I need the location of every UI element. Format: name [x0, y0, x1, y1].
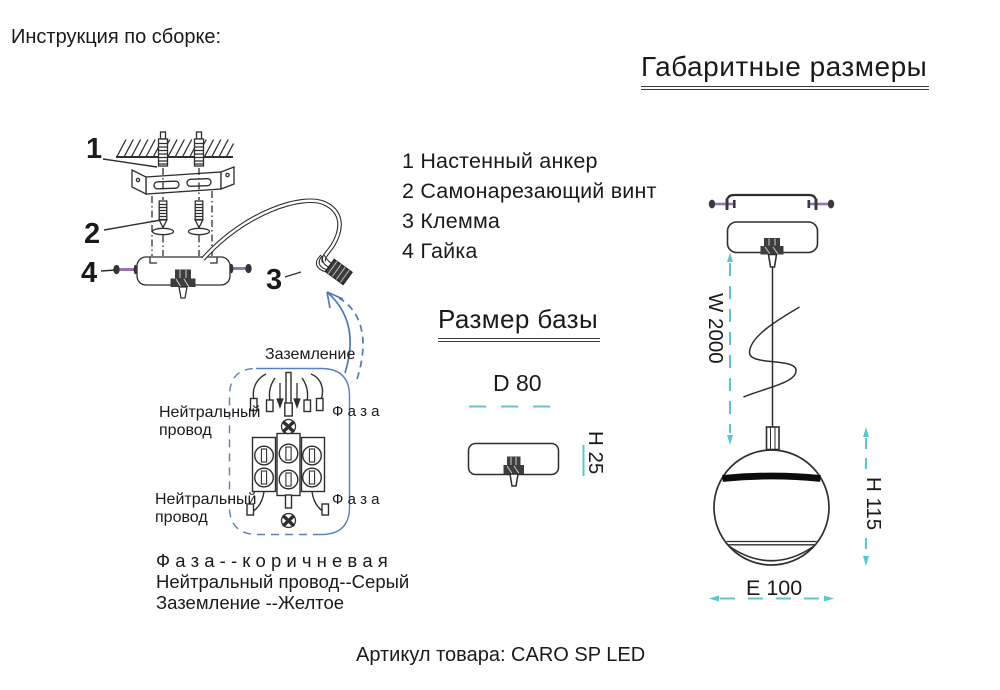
ball-height-label: H 115 [862, 477, 885, 531]
wire-color-legend [156, 551, 409, 613]
pendant-bracket [709, 195, 834, 210]
neutral-label-top-2: провод [159, 422, 212, 439]
pendant-drawing [690, 180, 900, 610]
terminal-block [253, 434, 325, 496]
pendant-cable [744, 267, 800, 427]
neutral-label-top-1: Нейтральный [159, 404, 261, 421]
ground-label: Заземление [265, 346, 356, 363]
base-diameter-label: D 80 [493, 370, 542, 396]
parts-list-item: 3 Клемма [402, 209, 501, 233]
terminal-connector [325, 259, 352, 284]
ball-band [723, 476, 821, 479]
callout-1-anchor: 1 [86, 133, 103, 165]
dimensions-section-title: Габаритные размеры [641, 51, 929, 90]
base-height-label: H 25 [584, 431, 607, 475]
parts-list-item: 4 Гайка [402, 239, 478, 263]
assembly-diagram [70, 120, 400, 550]
incoming-wires [251, 373, 324, 417]
canopy-assembly [113, 257, 251, 298]
clamp-screw-bottom [282, 514, 296, 528]
base-drawing [450, 395, 620, 500]
wire-color-phase: Ф а з а - - к о р и ч н е в а я [156, 550, 388, 571]
phase-label-top: Ф а з а [332, 403, 380, 420]
parts-list-item: 1 Настенный анкер [402, 149, 598, 173]
callout-4-nut: 4 [81, 257, 98, 289]
clamp-screw-top [282, 420, 296, 434]
wall-anchor-left [159, 132, 168, 166]
callout-3-terminal: 3 [266, 264, 283, 296]
pendant-ball [714, 427, 829, 565]
wire-color-neutral: Нейтральный провод--Серый [156, 570, 410, 592]
parts-list [402, 146, 657, 266]
neutral-label-bottom-1: Нейтральный [155, 491, 257, 508]
phase-label-bottom: Ф а з а [332, 491, 380, 508]
ball-width-label: E 100 [746, 576, 803, 600]
product-sku: Артикул товара: CARO SP LED [356, 644, 646, 666]
neutral-label-bottom-2: провод [155, 509, 208, 526]
detail-arrow [327, 292, 363, 379]
self-tapping-screw-right [189, 201, 210, 235]
wire-color-ground: Заземление --Желтое [156, 591, 345, 613]
mounting-bracket [132, 167, 234, 194]
page-title: Инструкция по сборке: [11, 26, 222, 48]
self-tapping-screw-left [153, 201, 174, 235]
callout-2-screw: 2 [84, 218, 101, 250]
cable-length-label: W 2000 [704, 293, 727, 364]
ceiling-hatch [116, 140, 234, 158]
parts-list-item: 2 Самонарезающий винт [402, 179, 657, 203]
base-size-title: Размер базы [438, 304, 600, 342]
pendant-canopy [728, 222, 818, 267]
outgoing-wires [247, 492, 329, 516]
wall-anchor-right [195, 132, 204, 166]
